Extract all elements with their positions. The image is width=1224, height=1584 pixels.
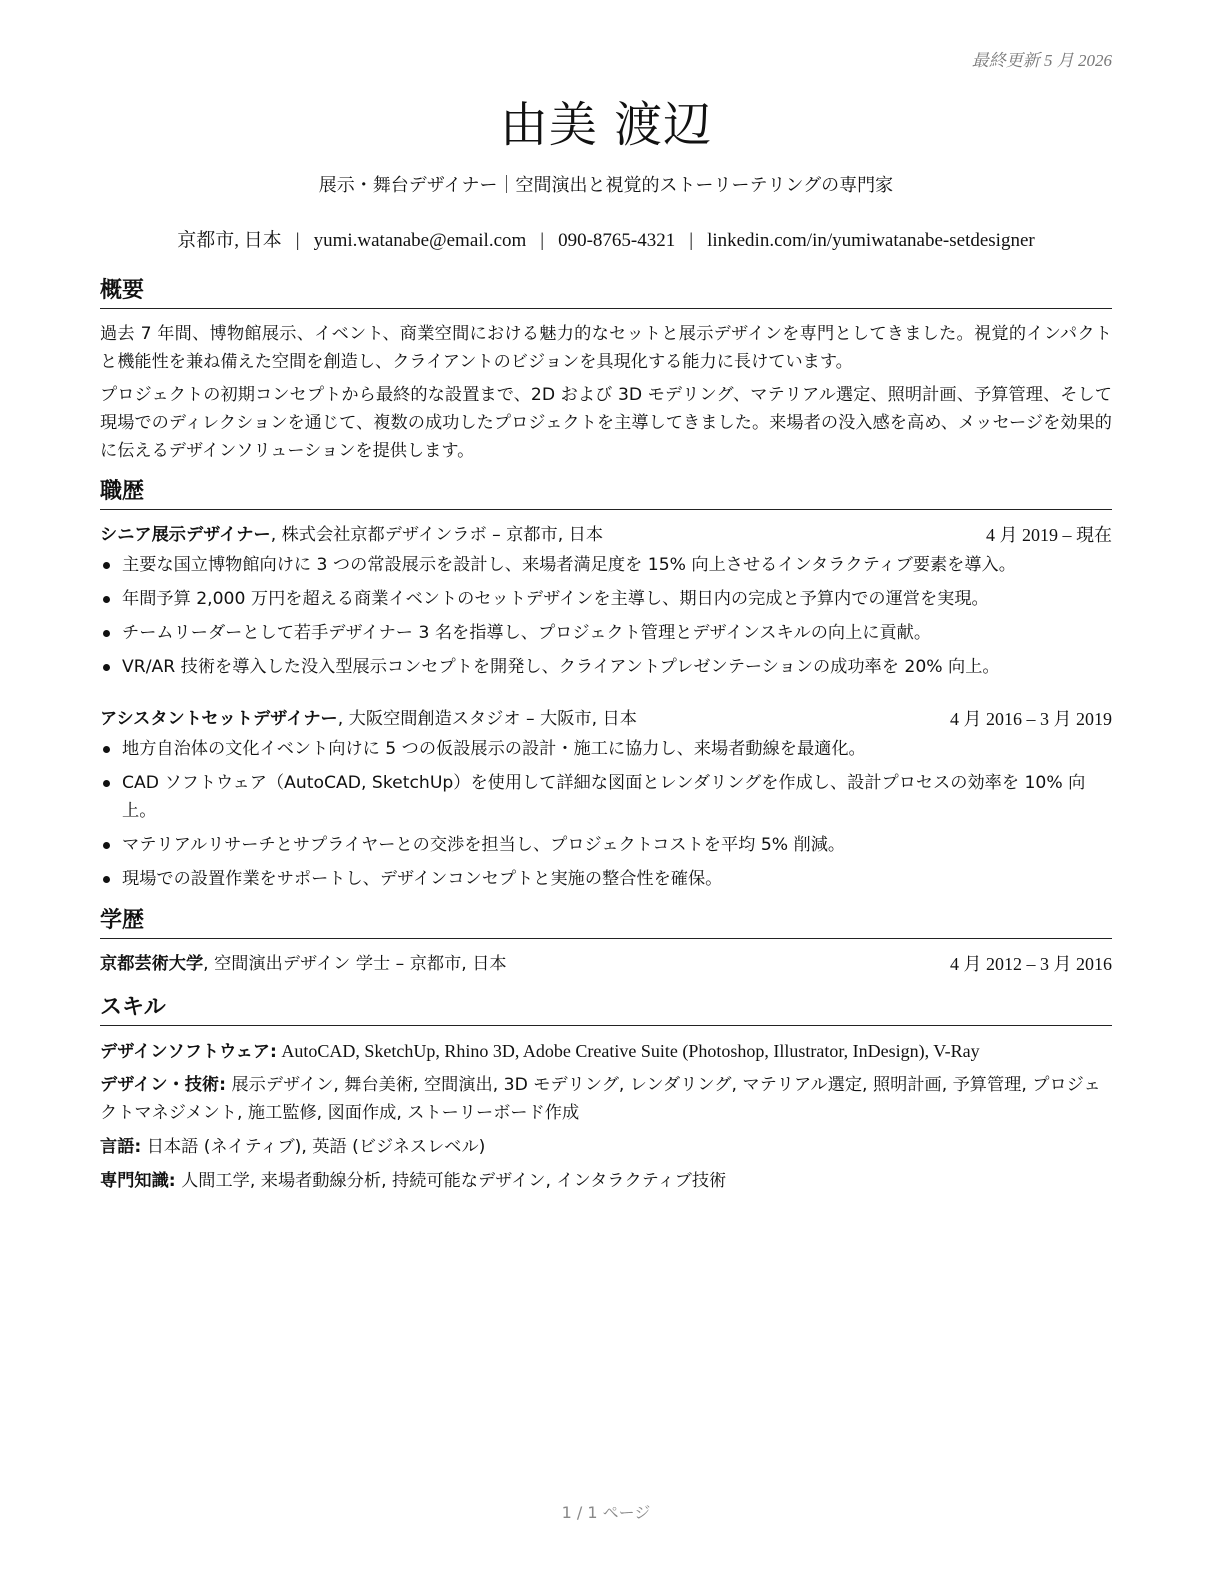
job-header <box>100 521 1112 549</box>
skill-row <box>100 1133 1112 1161</box>
contact-email[interactable]: yumi.watanabe@email.com <box>313 230 527 251</box>
skill-row <box>100 1167 1112 1195</box>
job-dates: 4 月 2019 – 現在 <box>986 525 1112 545</box>
school-name: 京都芸術大学 <box>100 954 204 974</box>
degree-detail: , 空間演出デザイン 学士 – 京都市, 日本 <box>203 954 507 974</box>
summary-paragraph-2: プロジェクトの初期コンセプトから最終的な設置まで、2D および 3D モデリング、マテリアル選定、照明計画、予算管理、そして現場でのディレクションを通じて、複数の成功したプロジェクトを主導してきました。来場者の没入感を高め、メッセージを効果的に伝えるデザインソリューションを提供します。 <box>100 385 1112 461</box>
section-title-experience: 職歴 <box>100 477 1112 510</box>
resume-page <box>100 0 1112 1584</box>
skill-row <box>100 1037 1112 1066</box>
bullet-item: 年間予算 2,000 万円を超える商業イベントのセットデザインを主導し、期日内の完成と予算内での運営を実現。 <box>100 585 1112 613</box>
skill-row <box>100 1071 1112 1127</box>
contact-separator: | <box>540 230 545 251</box>
tagline: 展示・舞台デザイナー｜空間演出と視覚的ストーリーテリングの専門家 <box>318 175 894 196</box>
job-header <box>100 705 1112 733</box>
skill-value: 日本語 (ネイティブ), 英語 (ビジネスレベル) <box>141 1137 486 1157</box>
skill-value: AutoCAD, SketchUp, Rhino 3D, Adobe Creative Suite (Photoshop, Illustrator, InDesign), V-Ray <box>276 1041 980 1061</box>
section-title-skills: スキル <box>100 993 1112 1026</box>
job-dates: 4 月 2016 – 3 月 2019 <box>950 709 1112 729</box>
job-bullets <box>100 551 1112 681</box>
job-company: , 株式会社京都デザインラボ – 京都市, 日本 <box>270 525 604 545</box>
skill-value: 展示デザイン, 舞台美術, 空間演出, 3D モデリング, レンダリング, マテリアル選定, 照明計画, 予算管理, プロジェクトマネジメント, 施工監修, 図面作成, ストーリーボード作成 <box>100 1075 1101 1123</box>
job-bullets <box>100 735 1112 893</box>
section-title-summary: 概要 <box>100 276 1112 309</box>
skill-label: デザイン・技術: <box>100 1075 226 1095</box>
job-role: シニア展示デザイナー <box>100 525 271 545</box>
bullet-item: チームリーダーとして若手デザイナー 3 名を指導し、プロジェクト管理とデザインスキルの向上に貢献。 <box>100 619 1112 647</box>
contact-separator: | <box>295 230 300 251</box>
bullet-item: 現場での設置作業をサポートし、デザインコンセプトと実施の整合性を確保。 <box>100 865 1112 893</box>
job-company: , 大阪空間創造スタジオ – 大阪市, 日本 <box>337 709 637 729</box>
contact-phone[interactable]: 090-8765-4321 <box>558 230 676 251</box>
education-entry <box>100 950 1112 978</box>
last-updated: 最終更新 5 月 2026 <box>971 51 1112 70</box>
summary-paragraph-1: 過去 7 年間、博物館展示、イベント、商業空間における魅力的なセットと展示デザインを専門としてきました。視覚的インパクトと機能性を兼ね備えた空間を創造し、クライアントのビジョンを具現化する能力に長けています。 <box>100 324 1112 372</box>
bullet-item: マテリアルリサーチとサプライヤーとの交渉を担当し、プロジェクトコストを平均 5% 削減。 <box>100 831 1112 859</box>
bullet-item: 地方自治体の文化イベント向けに 5 つの仮設展示の設計・施工に協力し、来場者動線を最適化。 <box>100 735 1112 763</box>
contact-separator: | <box>689 230 694 251</box>
skill-label: 言語: <box>100 1137 142 1157</box>
contact-linkedin[interactable]: linkedin.com/in/yumiwatanabe-setdesigner <box>707 230 1035 251</box>
education-dates: 4 月 2012 – 3 月 2016 <box>950 954 1112 974</box>
page-number: 1 / 1 ページ <box>561 1503 651 1522</box>
bullet-item: CAD ソフトウェア（AutoCAD, SketchUp）を使用して詳細な図面とレンダリングを作成し、設計プロセスの効率を 10% 向上。 <box>100 769 1112 825</box>
section-title-education: 学歴 <box>100 906 1112 939</box>
job-role: アシスタントセットデザイナー <box>100 709 338 729</box>
bullet-item: 主要な国立博物館向けに 3 つの常設展示を設計し、来場者満足度を 15% 向上させるインタラクティブ要素を導入。 <box>100 551 1112 579</box>
contact-location: 京都市, 日本 <box>177 230 282 251</box>
skill-label: デザインソフトウェア: <box>100 1042 277 1062</box>
skill-label: 専門知識: <box>100 1171 176 1191</box>
skill-value: 人間工学, 来場者動線分析, 持続可能なデザイン, インタラクティブ技術 <box>175 1171 727 1191</box>
person-name: 由美 渡辺 <box>499 97 713 153</box>
bullet-item: VR/AR 技術を導入した没入型展示コンセプトを開発し、クライアントプレゼンテーションの成功率を 20% 向上。 <box>100 653 1112 681</box>
contact-line <box>100 225 1112 252</box>
